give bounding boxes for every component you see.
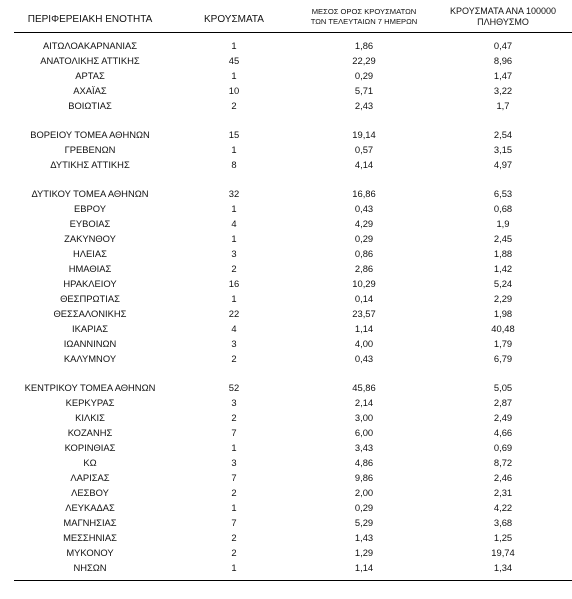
cell-cases: 1 bbox=[231, 293, 237, 304]
cell-per100k: 1,98 bbox=[493, 308, 513, 319]
cell-avg7: 5,71 bbox=[354, 85, 374, 96]
cell-per100k: 2,29 bbox=[493, 293, 513, 304]
cell-region: ΙΚΑΡΙΑΣ bbox=[71, 323, 109, 334]
cell-cases: 16 bbox=[228, 278, 240, 289]
cell-region: ΛΕΣΒΟΥ bbox=[71, 487, 109, 498]
cell-cases: 1 bbox=[231, 40, 237, 51]
cell-cases: 10 bbox=[228, 85, 240, 96]
cell-cases: 1 bbox=[231, 70, 237, 81]
cell-region: ΘΕΣΣΑΛΟΝΙΚΗΣ bbox=[53, 308, 127, 319]
cell-region: ΗΡΑΚΛΕΙΟΥ bbox=[63, 278, 117, 289]
cell-region: ΒΟΙΩΤΙΑΣ bbox=[68, 100, 112, 111]
cell-cases: 1 bbox=[231, 442, 237, 453]
cell-avg7: 0,57 bbox=[354, 144, 374, 155]
cell-region: ΑΙΤΩΛΟΑΚΑΡΝΑΝΙΑΣ bbox=[42, 40, 138, 51]
cell-cases: 2 bbox=[231, 353, 237, 364]
cell-avg7: 2,86 bbox=[354, 263, 374, 274]
cell-cases: 7 bbox=[231, 517, 237, 528]
header-per100k-line1: ΚΡΟΥΣΜΑΤΑ ΑΝΑ 100000 bbox=[450, 6, 556, 16]
cell-avg7: 1,14 bbox=[354, 562, 374, 573]
header-cases: ΚΡΟΥΣΜΑΤΑ bbox=[204, 14, 264, 25]
cell-per100k: 2,31 bbox=[493, 487, 513, 498]
cell-per100k: 1,88 bbox=[493, 248, 513, 259]
cell-cases: 7 bbox=[231, 427, 237, 438]
cell-region: ΓΡΕΒΕΝΩΝ bbox=[64, 144, 116, 155]
cell-per100k: 1,79 bbox=[493, 338, 513, 349]
cell-cases: 2 bbox=[231, 412, 237, 423]
cell-region: ΚΙΛΚΙΣ bbox=[75, 412, 105, 423]
cell-cases: 15 bbox=[228, 129, 240, 140]
cell-cases: 3 bbox=[231, 248, 237, 259]
cell-region: ΕΒΡΟΥ bbox=[73, 203, 106, 214]
header-avg7-line2: ΤΩΝ ΤΕΛΕΥΤΑΙΩΝ 7 ΗΜΕΡΩΝ bbox=[310, 17, 418, 26]
cell-region: ΚΟΖΑΝΗΣ bbox=[67, 427, 113, 438]
cell-cases: 1 bbox=[231, 144, 237, 155]
cell-per100k: 1,9 bbox=[496, 218, 510, 229]
cell-region: ΛΑΡΙΣΑΣ bbox=[70, 472, 110, 483]
cell-per100k: 3,15 bbox=[493, 144, 513, 155]
cell-avg7: 6,00 bbox=[354, 427, 374, 438]
cell-avg7: 1,43 bbox=[354, 532, 374, 543]
cell-region: ΔΥΤΙΚΟΥ ΤΟΜΕΑ ΑΘΗΝΩΝ bbox=[31, 188, 149, 199]
cell-cases: 2 bbox=[231, 487, 237, 498]
cell-per100k: 4,97 bbox=[493, 159, 513, 170]
cell-per100k: 4,22 bbox=[493, 502, 513, 513]
cell-per100k: 3,68 bbox=[493, 517, 513, 528]
cell-per100k: 6,79 bbox=[493, 353, 513, 364]
cell-cases: 52 bbox=[228, 382, 240, 393]
cell-region: ΝΗΣΩΝ bbox=[73, 562, 107, 573]
cell-per100k: 0,68 bbox=[493, 203, 513, 214]
cell-per100k: 2,87 bbox=[493, 397, 513, 408]
cell-per100k: 8,96 bbox=[493, 55, 513, 66]
cell-avg7: 0,29 bbox=[354, 233, 374, 244]
cell-avg7: 0,29 bbox=[354, 70, 374, 81]
cell-region: ΚΑΛΥΜΝΟΥ bbox=[63, 353, 117, 364]
cell-cases: 1 bbox=[231, 233, 237, 244]
cell-per100k: 19,74 bbox=[491, 547, 515, 558]
cell-avg7: 0,29 bbox=[354, 502, 374, 513]
cell-per100k: 0,47 bbox=[493, 40, 513, 51]
cell-region: ΚΕΝΤΡΙΚΟΥ ΤΟΜΕΑ ΑΘΗΝΩΝ bbox=[24, 382, 156, 393]
cell-per100k: 2,49 bbox=[493, 412, 513, 423]
cell-region: ΘΕΣΠΡΩΤΙΑΣ bbox=[60, 293, 120, 304]
cell-cases: 3 bbox=[231, 338, 237, 349]
cell-avg7: 9,86 bbox=[354, 472, 374, 483]
cell-avg7: 4,29 bbox=[354, 218, 374, 229]
cell-per100k: 5,05 bbox=[493, 382, 513, 393]
cell-per100k: 1,34 bbox=[493, 562, 513, 573]
cell-cases: 1 bbox=[231, 562, 237, 573]
cell-avg7: 19,14 bbox=[352, 129, 376, 140]
cell-avg7: 0,86 bbox=[354, 248, 374, 259]
cell-region: ΕΥΒΟΙΑΣ bbox=[69, 218, 111, 229]
cell-avg7: 16,86 bbox=[352, 188, 376, 199]
cell-cases: 2 bbox=[231, 263, 237, 274]
table-bottom-border bbox=[14, 580, 572, 581]
cell-avg7: 1,86 bbox=[354, 40, 374, 51]
cell-region: ΑΡΤΑΣ bbox=[75, 70, 105, 81]
cell-cases: 1 bbox=[231, 502, 237, 513]
cell-per100k: 5,24 bbox=[493, 278, 513, 289]
cell-avg7: 1,29 bbox=[354, 547, 374, 558]
cell-region: ΑΧΑΪΑΣ bbox=[73, 85, 107, 96]
cell-cases: 4 bbox=[231, 218, 237, 229]
cell-cases: 2 bbox=[231, 100, 237, 111]
cell-region: ΚΟΡΙΝΘΙΑΣ bbox=[64, 442, 116, 453]
cell-cases: 8 bbox=[231, 159, 237, 170]
cell-per100k: 1,42 bbox=[493, 263, 513, 274]
cell-cases: 3 bbox=[231, 397, 237, 408]
cell-region: ΔΥΤΙΚΗΣ ΑΤΤΙΚΗΣ bbox=[50, 159, 130, 170]
cell-avg7: 0,14 bbox=[354, 293, 374, 304]
cell-region: ΗΜΑΘΙΑΣ bbox=[68, 263, 112, 274]
header-per100k-line2: ΠΛΗΘΥΣΜΟ bbox=[477, 17, 529, 27]
cell-per100k: 1,25 bbox=[493, 532, 513, 543]
cell-per100k: 3,22 bbox=[493, 85, 513, 96]
cell-cases: 32 bbox=[228, 188, 240, 199]
cell-per100k: 1,7 bbox=[496, 100, 510, 111]
cell-avg7: 0,43 bbox=[354, 203, 374, 214]
cell-cases: 4 bbox=[231, 323, 237, 334]
cell-cases: 3 bbox=[231, 457, 237, 468]
cell-cases: 7 bbox=[231, 472, 237, 483]
cell-avg7: 4,14 bbox=[354, 159, 374, 170]
header-avg7-line1: ΜΕΣΟΣ ΟΡΟΣ ΚΡΟΥΣΜΑΤΩΝ bbox=[311, 7, 417, 16]
cell-avg7: 45,86 bbox=[352, 382, 376, 393]
cell-avg7: 3,43 bbox=[354, 442, 374, 453]
cell-region: ΜΕΣΣΗΝΙΑΣ bbox=[63, 532, 117, 543]
cell-region: ΑΝΑΤΟΛΙΚΗΣ ΑΤΤΙΚΗΣ bbox=[40, 55, 140, 66]
cell-cases: 22 bbox=[228, 308, 240, 319]
cell-region: ΜΥΚΟΝΟΥ bbox=[66, 547, 114, 558]
cell-cases: 45 bbox=[228, 55, 240, 66]
cell-region: ΜΑΓΝΗΣΙΑΣ bbox=[63, 517, 117, 528]
cell-per100k: 0,69 bbox=[493, 442, 513, 453]
cell-avg7: 4,86 bbox=[354, 457, 374, 468]
cell-avg7: 2,00 bbox=[354, 487, 374, 498]
cell-cases: 1 bbox=[231, 203, 237, 214]
cell-cases: 2 bbox=[231, 532, 237, 543]
cell-avg7: 2,14 bbox=[354, 397, 374, 408]
cell-per100k: 1,47 bbox=[493, 70, 513, 81]
cell-per100k: 2,45 bbox=[493, 233, 513, 244]
cell-region: ΚΩ bbox=[83, 457, 97, 468]
cell-region: ΒΟΡΕΙΟΥ ΤΟΜΕΑ ΑΘΗΝΩΝ bbox=[30, 129, 150, 140]
cell-region: ΛΕΥΚΑΔΑΣ bbox=[65, 502, 115, 513]
cell-region: ΖΑΚΥΝΘΟΥ bbox=[64, 233, 116, 244]
header-divider bbox=[14, 32, 572, 33]
cell-region: ΗΛΕΙΑΣ bbox=[73, 248, 107, 259]
cell-region: ΚΕΡΚΥΡΑΣ bbox=[65, 397, 115, 408]
cell-region: ΙΩΑΝΝΙΝΩΝ bbox=[63, 338, 117, 349]
header-region: ΠΕΡΙΦΕΡΕΙΑΚΗ ΕΝΟΤΗΤΑ bbox=[27, 14, 153, 25]
cell-avg7: 0,43 bbox=[354, 353, 374, 364]
cell-per100k: 8,72 bbox=[493, 457, 513, 468]
cell-avg7: 4,00 bbox=[354, 338, 374, 349]
cell-per100k: 6,53 bbox=[493, 188, 513, 199]
cell-cases: 2 bbox=[231, 547, 237, 558]
cell-per100k: 2,46 bbox=[493, 472, 513, 483]
cell-avg7: 22,29 bbox=[352, 55, 376, 66]
cell-avg7: 3,00 bbox=[354, 412, 374, 423]
cell-avg7: 5,29 bbox=[354, 517, 374, 528]
cell-per100k: 2,54 bbox=[493, 129, 513, 140]
cell-avg7: 10,29 bbox=[352, 278, 376, 289]
cell-avg7: 1,14 bbox=[354, 323, 374, 334]
cell-per100k: 4,66 bbox=[493, 427, 513, 438]
cell-per100k: 40,48 bbox=[491, 323, 515, 334]
cell-avg7: 2,43 bbox=[354, 100, 374, 111]
cell-avg7: 23,57 bbox=[352, 308, 376, 319]
